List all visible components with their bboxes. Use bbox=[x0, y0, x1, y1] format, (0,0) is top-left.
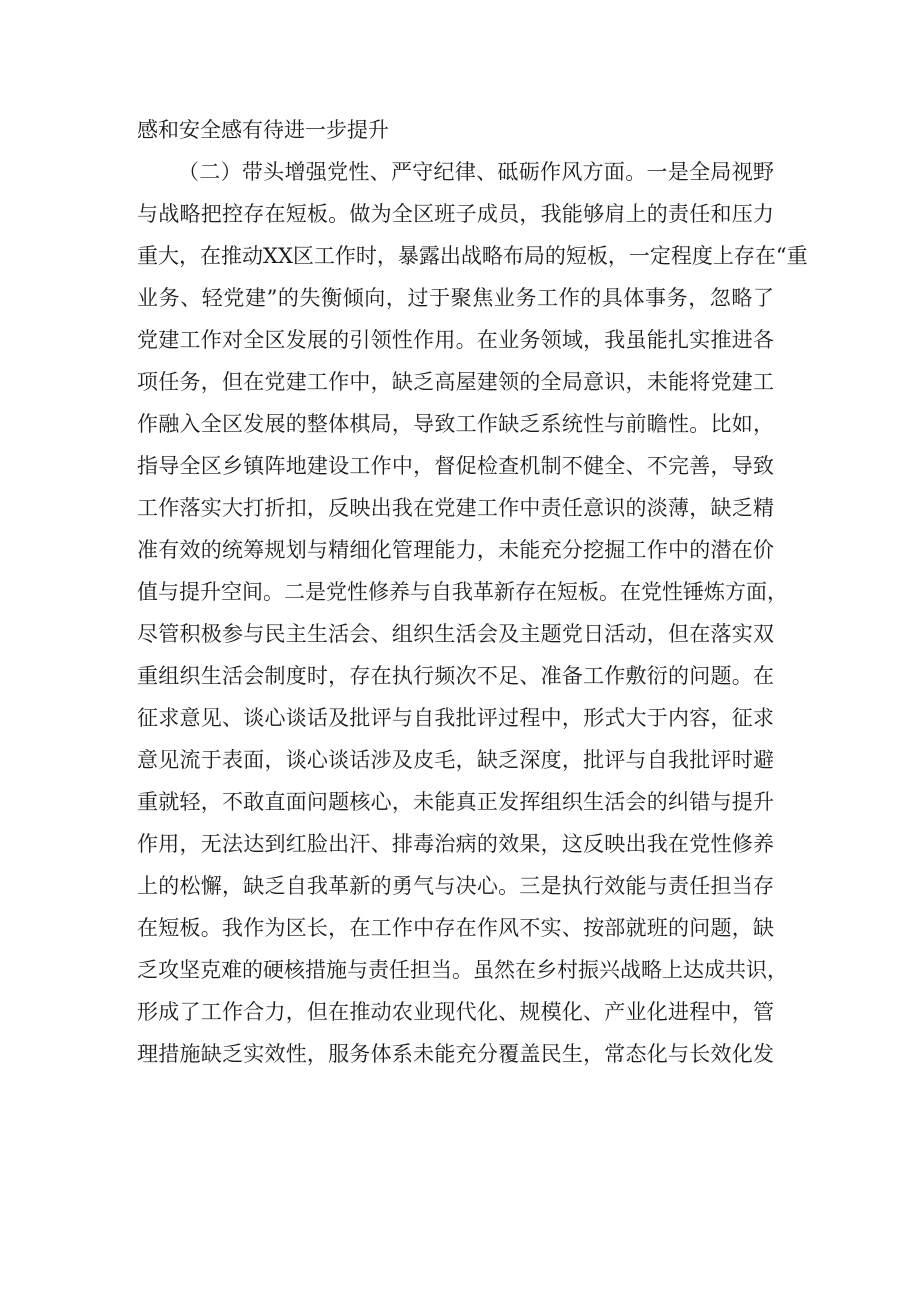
text-line: 重组织生活会制度时，存在执行频次不足、准备工作敷衍的问题。在 bbox=[137, 664, 774, 688]
text-line: 感和安全感有待进一步提升 bbox=[137, 118, 389, 142]
text-line: 作用，无法达到红脸出汗、排毒治病的效果，这反映出我在党性修养 bbox=[137, 832, 774, 856]
text-line: 作融入全区发展的整体棋局，导致工作缺乏系统性与前瞻性。比如， bbox=[137, 412, 774, 436]
text-line: 理措施缺乏实效性，服务体系未能充分覆盖民生，常态化与长效化发 bbox=[137, 1042, 774, 1066]
text-line: （二）带头增强党性、严守纪律、砥砺作风方面。一是全局视野 bbox=[178, 160, 774, 184]
text-line: 尽管积极参与民主生活会、组织生活会及主题党日活动，但在落实双 bbox=[137, 622, 774, 646]
text-line: 项任务，但在党建工作中，缺乏高屋建领的全局意识，未能将党建工 bbox=[137, 370, 774, 394]
text-line: 业务、轻党建”的失衡倾向，过于聚焦业务工作的具体事务，忽略了 bbox=[137, 286, 774, 310]
text-line: 工作落实大打折扣，反映出我在党建工作中责任意识的淡薄，缺乏精 bbox=[137, 496, 774, 520]
text-line: 党建工作对全区发展的引领性作用。在业务领域，我虽能扎实推进各 bbox=[137, 328, 774, 352]
text-line: 形成了工作合力，但在推动农业现代化、规模化、产业化进程中，管 bbox=[137, 1000, 774, 1024]
text-line: 指导全区乡镇阵地建设工作中，督促检查机制不健全、不完善，导致 bbox=[137, 454, 774, 478]
text-line: 准有效的统筹规划与精细化管理能力，未能充分挖掘工作中的潜在价 bbox=[137, 538, 774, 562]
text-line: 与战略把控存在短板。做为全区班子成员，我能够肩上的责任和压力 bbox=[137, 202, 774, 226]
text-line: 值与提升空间。二是党性修养与自我革新存在短板。在党性锤炼方面， bbox=[137, 580, 788, 604]
text-line: 重大，在推动XX区工作时，暴露出战略布局的短板，一定程度上存在“重 bbox=[137, 244, 808, 268]
text-line: 上的松懈，缺乏自我革新的勇气与决心。三是执行效能与责任担当存 bbox=[137, 874, 774, 898]
text-line: 在短板。我作为区长，在工作中存在作风不实、按部就班的问题，缺 bbox=[137, 916, 774, 940]
text-line: 意见流于表面，谈心谈话涉及皮毛，缺乏深度，批评与自我批评时避 bbox=[137, 748, 774, 772]
text-line: 征求意见、谈心谈话及批评与自我批评过程中，形式大于内容，征求 bbox=[137, 706, 774, 730]
text-line: 重就轻，不敢直面问题核心，未能真正发挥组织生活会的纠错与提升 bbox=[137, 790, 774, 814]
text-line: 乏攻坚克难的硬核措施与责任担当。虽然在乡村振兴战略上达成共识， bbox=[137, 958, 788, 982]
